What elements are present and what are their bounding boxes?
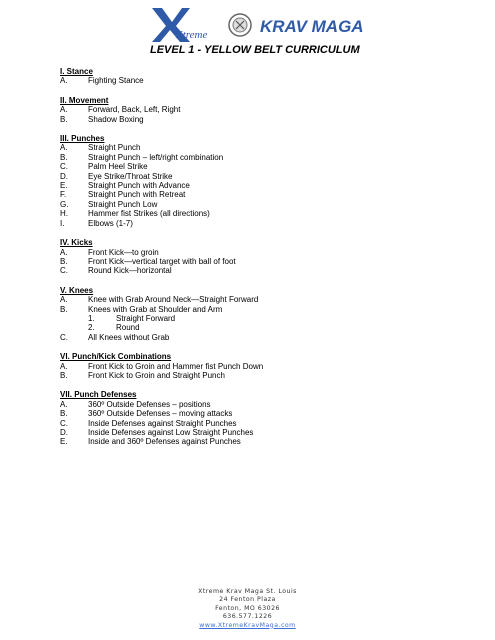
item-marker: B. <box>60 114 68 124</box>
list-item <box>60 362 460 371</box>
item-marker: D. <box>60 428 68 437</box>
item-marker: A. <box>60 143 68 153</box>
item-text: Elbows (1-7) <box>88 218 133 228</box>
section-heading: VI. Punch/Kick Combinations <box>60 352 172 362</box>
item-text: 360º Outside Defenses – positions <box>88 399 211 409</box>
footer-city: Fenton, MO 63026 <box>215 604 280 612</box>
list-item <box>60 419 460 428</box>
footer-phone: 636.577.1226 <box>222 613 273 621</box>
curriculum-section <box>60 286 460 342</box>
list-item <box>60 143 460 152</box>
item-text: Shadow Boxing <box>88 114 144 124</box>
item-text: Straight Punch with Retreat <box>88 190 186 200</box>
item-text: Knees with Grab at Shoulder and Arm <box>88 304 223 314</box>
item-marker: C. <box>60 162 68 172</box>
item-marker: C. <box>60 332 68 342</box>
item-marker: D. <box>60 171 68 181</box>
item-text: Forward, Back, Left, Right <box>88 105 181 115</box>
list-item <box>60 371 460 380</box>
item-marker: F. <box>60 190 67 200</box>
item-text: Straight Punch – left/right combination <box>88 152 224 162</box>
item-marker: A. <box>60 399 68 409</box>
footer <box>0 588 495 630</box>
curriculum-section <box>60 390 460 446</box>
item-text: Front Kick to Groin and Hammer fist Punch Down <box>88 361 264 371</box>
item-text: Straight Punch <box>88 143 141 153</box>
list-item <box>60 248 460 257</box>
section-heading: II. Movement <box>60 95 109 105</box>
section-heading: VII. Punch Defenses <box>60 390 137 400</box>
sub-list-item <box>60 314 460 323</box>
list-item <box>60 200 460 209</box>
sub-list-item <box>60 323 460 332</box>
item-marker: A. <box>60 105 68 115</box>
list-item <box>60 219 460 228</box>
item-text: Round <box>116 323 140 333</box>
item-text: Front Kick—vertical target with ball of foot <box>88 256 236 266</box>
list-item <box>60 266 460 275</box>
item-text: Hammer fist Strikes (all directions) <box>88 209 210 219</box>
list-item <box>60 257 460 266</box>
item-text: Eye Strike/Throat Strike <box>88 171 173 181</box>
item-text: Straight Punch with Advance <box>88 181 190 191</box>
curriculum-section <box>60 134 460 228</box>
item-text: 360º Outside Defenses – moving attacks <box>88 409 233 419</box>
section-heading: IV. Kicks <box>60 238 93 248</box>
item-text: Inside Defenses against Straight Punches <box>88 418 237 428</box>
item-text: Knee with Grab Around Neck—Straight Forward <box>88 295 259 305</box>
item-text: All Knees without Grab <box>88 332 170 342</box>
list-item <box>60 400 460 409</box>
list-item <box>60 76 460 85</box>
item-marker: B. <box>60 304 68 314</box>
list-item <box>60 209 460 218</box>
item-marker: A. <box>60 295 68 305</box>
item-marker: A. <box>60 361 68 371</box>
list-item <box>60 153 460 162</box>
item-text: Fighting Stance <box>88 76 144 86</box>
item-text: Front Kick—to groin <box>88 247 159 257</box>
page-title: LEVEL 1 - YELLOW BELT CURRICULUM <box>150 44 360 56</box>
item-marker: C. <box>60 266 68 276</box>
section-heading: III. Punches <box>60 134 105 144</box>
list-item <box>60 305 460 314</box>
list-item <box>60 295 460 304</box>
item-text: Round Kick—horizontal <box>88 266 172 276</box>
item-text: Inside Defenses against Low Straight Punches <box>88 428 254 437</box>
footer-website-link[interactable]: www.XtremeKravMaga.com <box>199 621 296 629</box>
curriculum-list <box>60 67 460 457</box>
item-marker: E. <box>60 181 68 191</box>
curriculum-section <box>60 238 460 276</box>
item-marker: G. <box>60 199 69 209</box>
section-heading: V. Knees <box>60 285 94 295</box>
xtreme-krav-maga-logo <box>150 4 364 44</box>
list-item <box>60 172 460 181</box>
item-marker: B. <box>60 370 68 380</box>
item-marker: I. <box>60 218 65 228</box>
footer-name: Xtreme Krav Maga St. Louis <box>198 588 297 595</box>
logo-text-right: KRAV MAGA <box>260 17 364 36</box>
item-marker: A. <box>60 247 68 257</box>
item-marker: B. <box>60 409 68 419</box>
curriculum-section <box>60 96 460 124</box>
item-text: Straight Forward <box>116 313 176 323</box>
item-text: Straight Punch Low <box>88 199 158 209</box>
curriculum-section <box>60 67 460 86</box>
item-marker: C. <box>60 418 68 428</box>
item-text: Palm Heel Strike <box>88 162 148 172</box>
item-text: Front Kick to Groin and Straight Punch <box>88 370 225 380</box>
list-item <box>60 115 460 124</box>
list-item <box>60 437 460 446</box>
list-item <box>60 409 460 418</box>
footer-address: 24 Fenton Plaza <box>219 596 276 604</box>
section-heading: I. Stance <box>60 67 93 76</box>
item-text: Inside and 360º Defenses against Punches <box>88 437 241 447</box>
item-marker: 1. <box>88 313 95 323</box>
list-item <box>60 162 460 171</box>
list-item <box>60 181 460 190</box>
list-item <box>60 428 460 437</box>
item-marker: A. <box>60 76 68 86</box>
logo-text-left: Xtreme <box>176 29 208 41</box>
curriculum-section <box>60 352 460 380</box>
list-item <box>60 105 460 114</box>
item-marker: H. <box>60 209 68 219</box>
item-marker: B. <box>60 256 68 266</box>
list-item <box>60 333 460 342</box>
list-item <box>60 190 460 199</box>
item-marker: 2. <box>88 323 95 333</box>
item-marker: B. <box>60 152 68 162</box>
item-marker: E. <box>60 437 68 447</box>
